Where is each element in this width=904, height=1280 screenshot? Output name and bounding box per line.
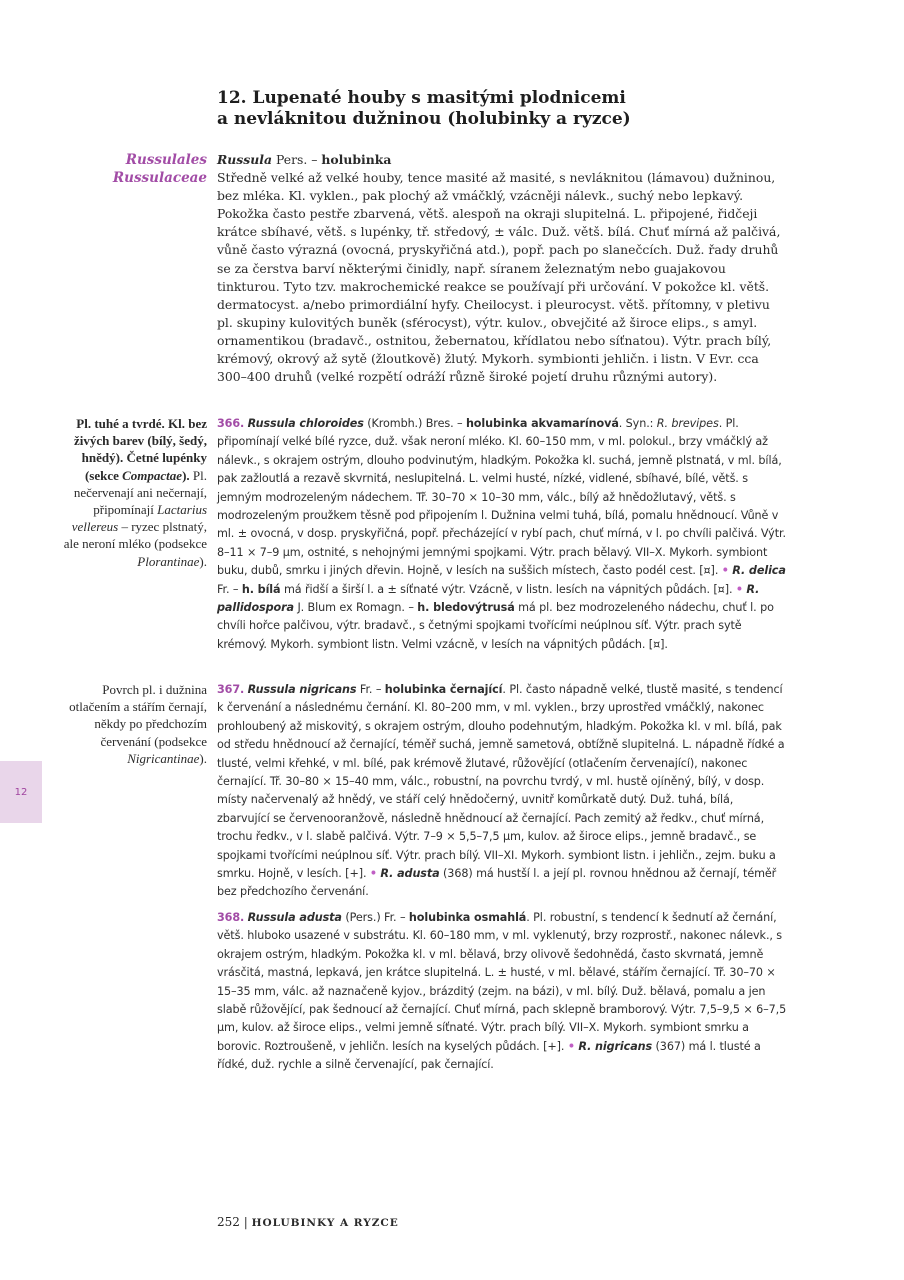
- chapter-heading-line1: 12. Lupenaté houby s masitými plodnicemi: [217, 88, 626, 108]
- bullet-icon: •: [721, 564, 729, 578]
- related-species-author: Fr. –: [217, 582, 242, 596]
- related-species-name: R. nigricans: [578, 1039, 653, 1053]
- entry-number: 367.: [217, 683, 245, 696]
- species-czech-name: holubinka akvamarínová: [465, 417, 619, 430]
- related-species-name: R. delica: [732, 564, 786, 578]
- genus-text: Středně velké až velké houby, tence masité až masité, s nevláknitou (lámavou) dužninou, bez mléka. Kl. vyklen., pak plochý až vmáčklý, vzácněji nálevk., suchý nebo lepkavý. Pokožka často pestře zbarvená, větš. alespoň na okraji slupitelná. L. připojené, řidčeji krátce sbíhavé, větš. s lupénky, tř. středový, ± válc. Duž. větš. bílá. Chuť mírná až palčivá, vůně často výrazná (ovocná, pryskyřičná atd.), popř. pach po slanečcích. Duž. řady druhů se za čerstva barví některými činidly, např. síranem železnatým nebo guajakovou tinkturou. Tyto tzv. makrochemické reakce se používají při určování. V pokožce kl. větš. dermatocyst. a/nebo primordiální hyfy. Cheilocyst. i pleurocyst. větš. přítomny, v pletivu pl. skupiny kulovitých buněk (sférocyst), výtr. kulov., obvejčité až široce elips., s amyl. ornamentikou (bradavč., ostnitou, žebernatou, křídlatou nebo síťnatou). Výtr. prach bílý, krémový, okrový až sytě (žloutkově) žlutý. Mykorh. symbionti jehličn. i listn. V Evr. cca 300–400 druhů (velké rozpětí odráží různě široké pojetí druhu různými autory).: [217, 170, 781, 385]
- species-entry-366: [217, 415, 787, 654]
- species-author: (Pers.) Fr. –: [341, 911, 409, 924]
- chapter-heading-line2: a nevláknitou dužninou (holubinky a ryzce): [217, 109, 631, 129]
- related-species-name: R. adusta: [380, 867, 440, 881]
- related-species-text: (368) má hustší l. a její pl. rovnou hnědnou až černají, téměř bez předchozího červenání.: [217, 867, 777, 899]
- note-compactae-plain2: – ryzec plstnatý, ale neroní mléko (podsekce: [63, 519, 207, 552]
- related-species-text: (367) má l. tlusté a řídké, duž. rychle a silně červenající, pak černající.: [217, 1039, 761, 1072]
- species-author: Fr. –: [356, 683, 385, 696]
- genus-description: [217, 151, 787, 386]
- margin-note-nigricantinae: [67, 681, 207, 767]
- note-compactae-bold2i: Compactae: [122, 467, 183, 483]
- species-entry-368: [217, 909, 787, 1075]
- entry-number: 366.: [217, 417, 245, 430]
- species-name: Russula nigricans: [247, 683, 357, 696]
- running-section-title: HOLUBINKY A RYZCE: [251, 1217, 399, 1229]
- footer-separator: |: [239, 1215, 252, 1229]
- taxonomy-margin: [113, 151, 207, 187]
- entry-text: . Pl. robustní, s tendencí k šednutí až černání, větš. hluboko usazené v substrátu. Kl. 60–180 mm, v ml. vyklenutý, brzy rozprostř., nakonec nálevk., s okrajem ostrým, hladkým. Pokožka kl. v ml. bělavá, brzy olivově šedohnědá, často skvrnatá, jemně vrásčitá, mastná, lepkavá, jen krátce slupitelná. L. ± husté, v ml. bělavé, stářím černající. Tř. 30–70 × 15–35 mm, válc. až naznačeně kyjov., brázditý (zejm. na bázi), v ml. bílý. Duž. bělavá, pomalu a jen slabě růžovějící, pak šednoucí až černající. Chuť mírná, pach sklepně bramborový. Výtr. 7,5–9,5 × 6–7,5 µm, kulov. až široce elips., velmi jemně síťnaté. Výtr. prach bílý. VII–X. Mykorh. symbiont smrku a borovic. Roztroušeně, v jehličn. lesích na kyselých půdách. [+].: [217, 911, 787, 1053]
- species-name: Russula adusta: [247, 911, 342, 924]
- species-name: Russula chloroides: [247, 417, 364, 430]
- page-footer: [217, 1215, 399, 1229]
- note-compactae-italic1: Lactarius vellereus: [71, 502, 207, 535]
- margin-note-compactae: [62, 415, 207, 570]
- note-compactae-bold2b: ).: [182, 467, 190, 483]
- note-compactae-plain1: Pl. nečervenají ani nečernají, připomínají: [73, 467, 207, 518]
- species-czech-name: holubinka černající: [384, 683, 503, 696]
- note-compactae-bold1: Pl. tuhé a tvrdé. Kl. bez živých barev (bílý, šedý, hnědý). Četné lupénky: [73, 416, 207, 466]
- species-czech-name: holubinka osmahlá: [408, 911, 527, 924]
- entry-text: . Pl. často nápadně velké, tlustě masité, s tendencí k červenání a následnému černání. Kl. 80–200 mm, v ml. vyklen., brzy uprostřed vmáčklý, nakonec prohloubený až miskovitý, s okrajem ostrým, dlouho podehnutým, hladkým. Pokožka kl. v ml. bílá, pak od středu hnědnoucí až černající, téměř suchá, jemně sametová, obtížně slupitelná. L. nápadně řídké a tlusté, velmi křehké, v ml. bílé, pak krémově žlutavé, růžovějící (otlačením červenající), nakonec černající. Tř. 30–80 × 15–40 mm, válc., robustní, na povrchu tvrdý, v ml. hustě ojíněný, bílý, v dosp. místy načervenalý až hnědý, ve stáří celý hnědočerný, uvnitř komůrkatě dutý. Duž. tuhá, bílá, zbarvující se červenooranžově, následně hnědnoucí až černající. Pach zemitý až ředkv., chuť mírná, trochu ředkv., v l. slabě palčivá. Výtr. 7–9 × 5,5–7,5 µm, kulov. až široce elips., jemně bradavč., se spojkami tvořícími neúplnou síť. Výtr. prach bílý. VII–XI. Mykorh. symbiont listn. i jehličn., zejm. buku a smrku. Hojně, v lesích. [+].: [217, 683, 785, 881]
- note-compactae-bold2a: (sekce: [84, 467, 123, 483]
- chapter-heading: [217, 88, 837, 130]
- species-author: (Krombh.) Bres. –: [363, 417, 466, 430]
- family-label: Russulaceae: [112, 170, 207, 186]
- note-nigricantinae-italic1: Nigricantinae: [127, 750, 200, 766]
- note-compactae-plain3: ).: [199, 553, 207, 569]
- note-nigricantinae-plain2: ).: [199, 750, 207, 766]
- synonym-name: R. brevipes: [656, 417, 719, 430]
- page-number: 252: [217, 1215, 240, 1229]
- order-label: Russulales: [125, 152, 207, 168]
- chapter-thumb-number: 12: [14, 786, 28, 798]
- related-species-czech-name: h. bílá: [241, 582, 281, 596]
- bullet-icon: •: [735, 582, 743, 596]
- related-species-author: J. Blum ex Romagn. –: [293, 601, 418, 615]
- note-nigricantinae-plain1: Povrch pl. i dužnina otlačením a stářím černají, někdy po předchozím červenání (podsekce: [69, 682, 207, 749]
- bullet-icon: •: [567, 1039, 575, 1053]
- note-compactae-italic2: Plorantinae: [137, 553, 200, 569]
- genus-czech-name: holubinka: [321, 152, 392, 167]
- related-species-text: má pl. bez modrozeleného nádechu, chuť l. po chvíli hořce palčivou, výtr. bradavč., s četnými spojkami tvořícími neúplnou síť. Výtr. prach sytě krémový. Mykorh. symbiont listn. Velmi vzácně, v lesích na vápnitých půdách. [¤].: [217, 601, 774, 651]
- related-species-name: R. pallidospora: [217, 582, 760, 615]
- related-species-czech-name: h. bledovýtrusá: [417, 601, 515, 615]
- genus-name: Russula: [217, 152, 273, 167]
- bullet-icon: •: [369, 867, 377, 881]
- species-entry-367: [217, 681, 787, 902]
- related-species-text: má řidší a širší l. a ± síťnaté výtr. Vzácně, v listn. lesích na vápnitých půdách. [¤].: [280, 582, 736, 596]
- entry-text: . Pl. připomínají velké bílé ryzce, duž. však neroní mléko. Kl. 60–150 mm, v ml. polokul., brzy vmáčklý až nálevk., s okrajem ostrým, dlouho podvinutým, hladkým. Pokožka kl. suchá, jemně plstnatá, v ml. bílá, pak zažloutlá a rezavě skvrnitá, neslupitelná. L. velmi husté, nízké, vidlené, sbíhavé, bílé, větš. s jemným modrozeleným nádechem. Tř. 30–70 × 10–30 mm, válc., bílý až hnědožlutavý, větš. s modrozeleným proužkem těsně pod připojením l. Dužnina velmi tuhá, bílá, pomalu hnědnoucí. Vůně v ml. ± ovocná, v dosp. pryskyřičná, popř. přecházející v rybí pach, chuť mírná, v l. po chvíli palčivá. Výtr. 8–11 × 7–9 µm, ostnité, s nehojnými jemnými spojkami. Výtr. prach bělavý. VII–X. Mykorh. symbiont buku, dubů, smrku i jiných dřevin. Hojně, v lesích na suššich místech, často podél cest. [¤].: [217, 417, 786, 578]
- chapter-thumb-tab: [0, 761, 42, 823]
- genus-author: Pers. –: [272, 152, 322, 167]
- entry-number: 368.: [217, 911, 245, 924]
- synonym-prefix: . Syn.:: [618, 417, 657, 430]
